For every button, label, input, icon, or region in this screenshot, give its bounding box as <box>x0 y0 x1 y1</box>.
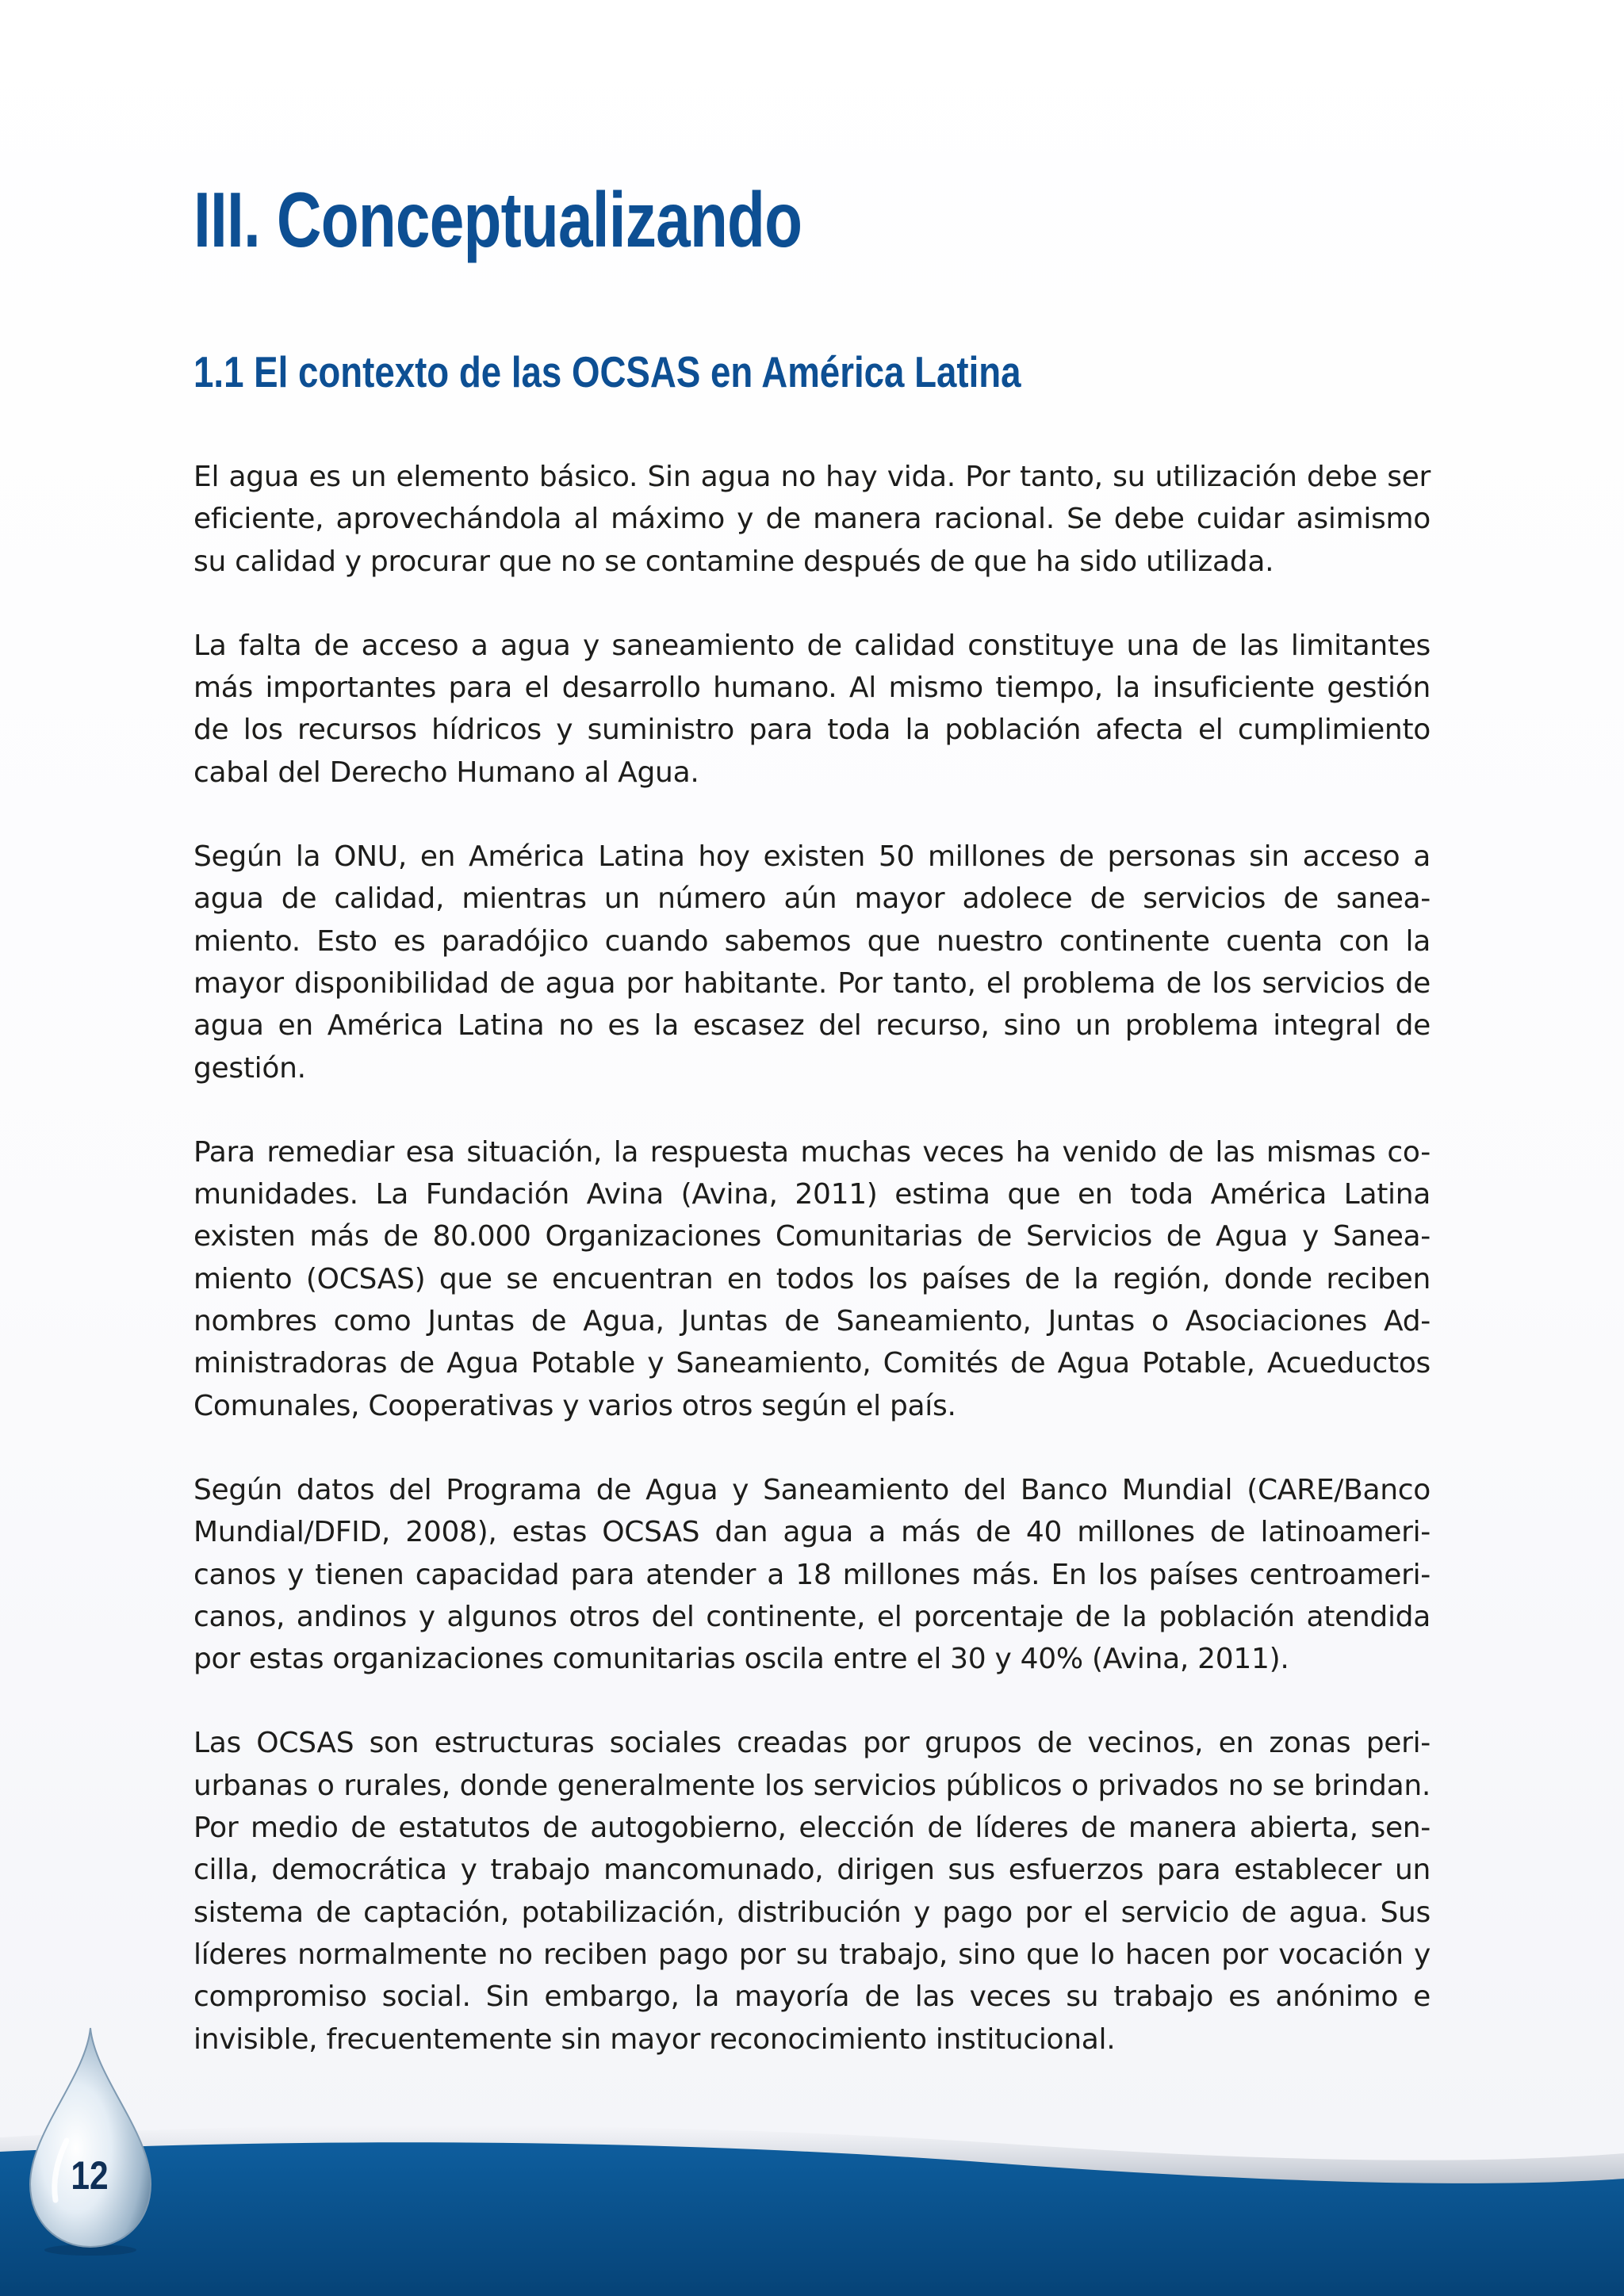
page-number: 12 <box>71 2153 109 2198</box>
footer-wave-band <box>0 2090 1624 2296</box>
water-drop-icon <box>17 2022 160 2260</box>
paragraph: Las OCSAS son estructuras sociales creadas por grupos de vecinos, en zonas peri-urbanas o rurales, donde generalmente los servicios públicos o privados no se brindan. Por medio de estatutos de autogobierno, elección de líderes de manera abierta, sen-cilla, democrática y trabajo mancomunado, dirigen sus esfuerzos para establecer un sistema de captación, potabilización, distribución y pago por el servicio de agua. Sus líderes normalmente no reciben pago por su trabajo, sino que lo hacen por vocación y compromiso social. Sin embargo, la mayoría de las veces su trabajo es anónimo e invisible, frecuentemente sin mayor reconocimiento institucional. <box>193 1727 1431 2056</box>
chapter-title: III. Conceptualizando <box>193 176 802 263</box>
paragraph: Según la ONU, en América Latina hoy existen 50 millones de personas sin acceso a agua de calidad, mientras un número aún mayor adolece de servicios de sanea-miento. Esto es paradójico cuando sabemos que nuestro continente cuenta con la mayor disponibilidad de agua por habitante. Por tanto, el problema de los servicios de agua en América Latina no es la escasez del recurso, sino un problema integral de gestión. <box>193 840 1431 1085</box>
paragraph: Según datos del Programa de Agua y Saneamiento del Banco Mundial (CARE/Banco Mundial/DFID, 2008), estas OCSAS dan agua a más de 40 millones de latinoameri-canos y tienen capacidad para atender a 18 millones más. En los países centroameri-canos, andinos y algunos otros del continente, el porcentaje de la población atendida por estas organizaciones comunitarias oscila entre el 30 y 40% (Avina, 2011). <box>193 1473 1431 1676</box>
body-text <box>193 456 1431 2103</box>
paragraph: El agua es un elemento básico. Sin agua no hay vida. Por tanto, su utilización debe ser eficiente, aprovechándola al máximo y de manera racional. Se debe cuidar asimismo su calidad y procurar que no se contamine después de que ha sido utilizada. <box>193 461 1431 578</box>
paragraph: Para remediar esa situación, la respuesta muchas veces ha venido de las mismas co-munidades. La Fundación Avina (Avina, 2011) estima que en toda América Latina existen más de 80.000 Organizaciones Comunitarias de Servicios de Agua y Sanea-miento (OCSAS) que se encuentran en todos los países de la región, donde reciben nombres como Juntas de Agua, Juntas de Saneamiento, Juntas o Asociaciones Ad-ministradoras de Agua Potable y Saneamiento, Comités de Agua Potable, Acueductos Comunales, Cooperativas y varios otros según el país. <box>193 1135 1431 1422</box>
section-title: 1.1 El contexto de las OCSAS en América Latina <box>193 347 1021 396</box>
paragraph: La falta de acceso a agua y saneamiento de calidad constituye una de las limitantes más importantes para el desarrollo humano. Al mismo tiempo, la insuficiente gestión de los recursos hídricos y suministro para toda la población afecta el cumplimiento cabal del Derecho Humano al Agua. <box>193 629 1431 789</box>
